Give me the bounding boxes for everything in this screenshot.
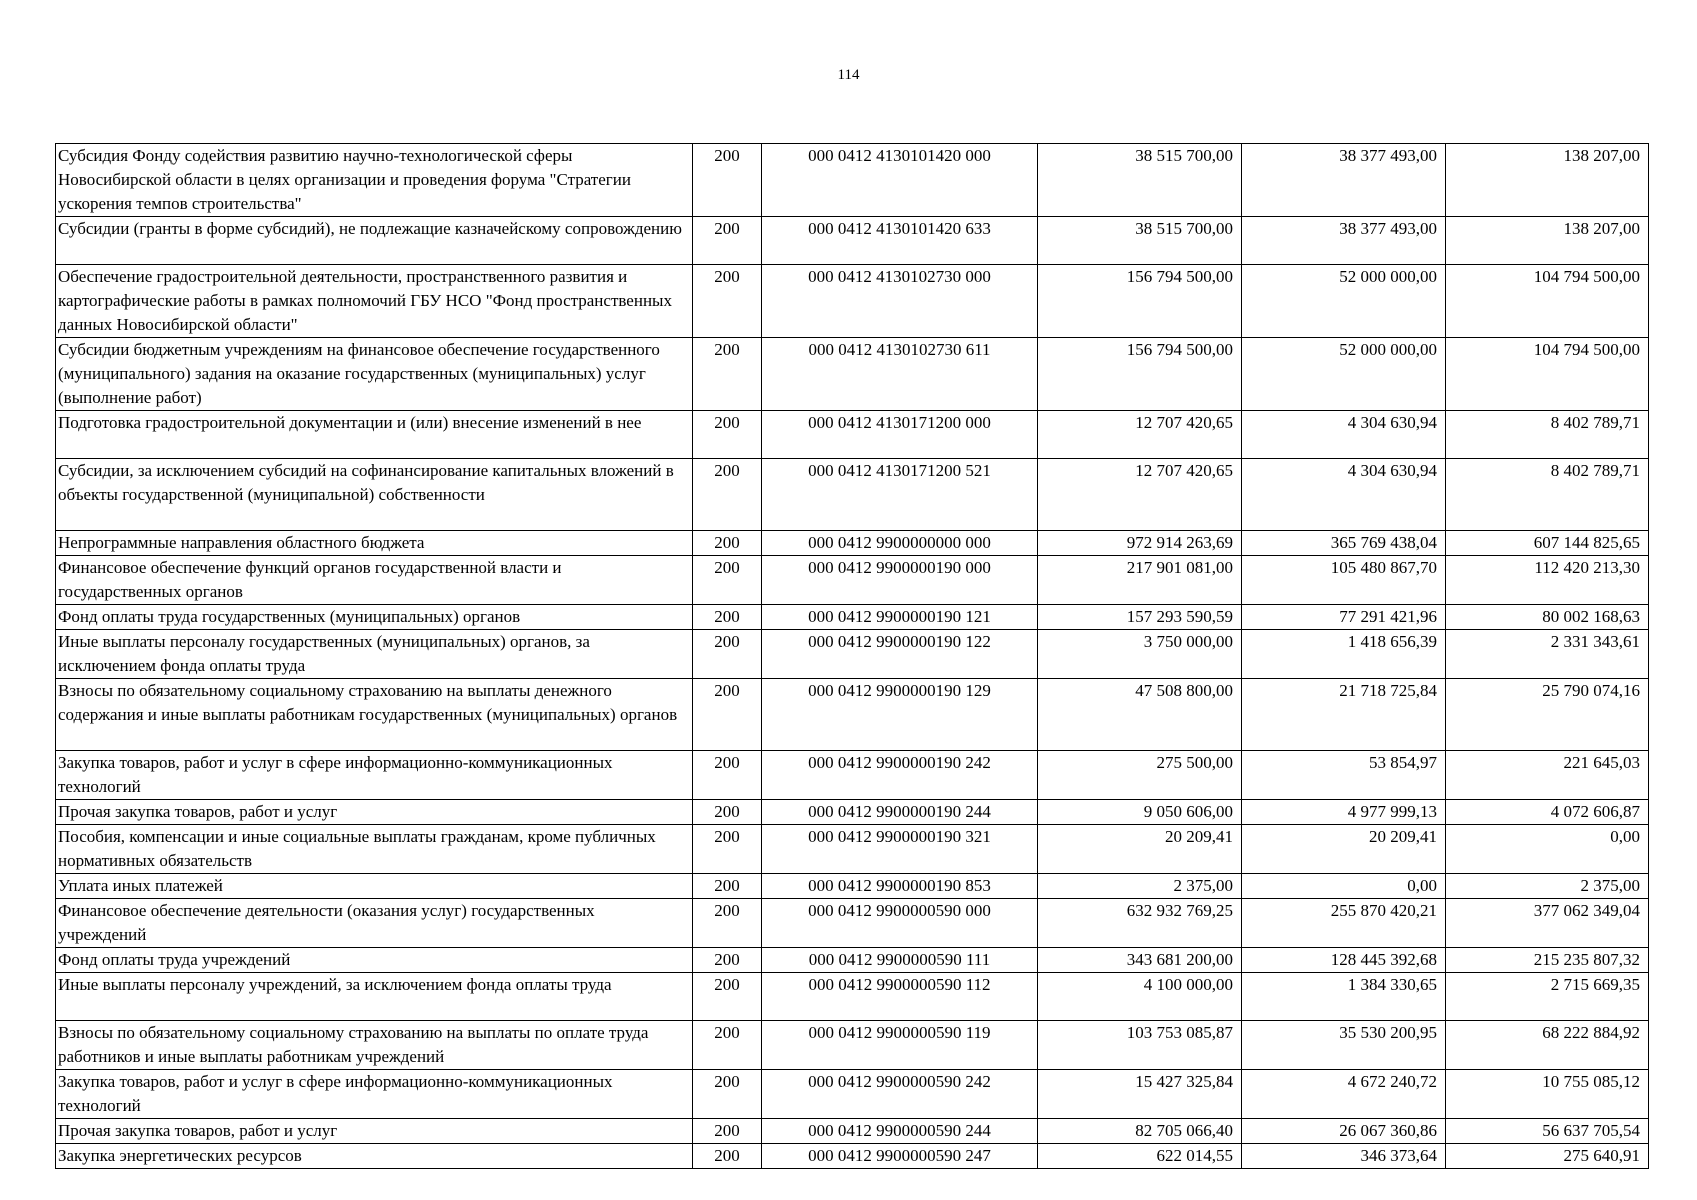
row-classification: 000 0412 9900000000 000	[762, 531, 1038, 556]
row-name: Уплата иных платежей	[56, 874, 693, 899]
table-row	[56, 605, 1649, 630]
row-unexecuted: 2 715 669,35	[1446, 973, 1649, 1021]
table-row	[56, 411, 1649, 459]
table-row	[56, 973, 1649, 1021]
row-executed: 38 377 493,00	[1242, 217, 1446, 265]
row-code: 200	[693, 679, 762, 751]
row-unexecuted: 377 062 349,04	[1446, 899, 1649, 948]
row-code: 200	[693, 1021, 762, 1070]
row-classification: 000 0412 9900000190 000	[762, 556, 1038, 605]
row-approved: 156 794 500,00	[1038, 265, 1242, 338]
row-unexecuted: 8 402 789,71	[1446, 459, 1649, 531]
row-approved: 47 508 800,00	[1038, 679, 1242, 751]
table-row	[56, 948, 1649, 973]
row-classification: 000 0412 4130171200 000	[762, 411, 1038, 459]
row-classification: 000 0412 9900000590 247	[762, 1144, 1038, 1169]
row-executed: 35 530 200,95	[1242, 1021, 1446, 1070]
table-row	[56, 899, 1649, 948]
row-unexecuted: 215 235 807,32	[1446, 948, 1649, 973]
row-name: Субсидии (гранты в форме субсидий), не подлежащие казначейскому сопровождению	[56, 217, 693, 265]
row-name: Подготовка градостроительной документации и (или) внесение изменений в нее	[56, 411, 693, 459]
row-approved: 2 375,00	[1038, 874, 1242, 899]
row-approved: 632 932 769,25	[1038, 899, 1242, 948]
row-approved: 12 707 420,65	[1038, 411, 1242, 459]
table-row	[56, 265, 1649, 338]
row-code: 200	[693, 1144, 762, 1169]
row-unexecuted: 138 207,00	[1446, 144, 1649, 217]
row-name: Взносы по обязательному социальному страхованию на выплаты денежного содержания и иные выплаты работникам государственных (муниципальных) органов	[56, 679, 693, 751]
table-body	[56, 144, 1649, 1169]
row-name: Фонд оплаты труда государственных (муниципальных) органов	[56, 605, 693, 630]
row-executed: 4 304 630,94	[1242, 459, 1446, 531]
row-name: Субсидии бюджетным учреждениям на финансовое обеспечение государственного (муниципального) задания на оказание государственных (муниципальных) услуг (выполнение работ)	[56, 338, 693, 411]
row-unexecuted: 25 790 074,16	[1446, 679, 1649, 751]
row-unexecuted: 112 420 213,30	[1446, 556, 1649, 605]
row-approved: 12 707 420,65	[1038, 459, 1242, 531]
row-executed: 105 480 867,70	[1242, 556, 1446, 605]
row-executed: 1 418 656,39	[1242, 630, 1446, 679]
row-executed: 4 304 630,94	[1242, 411, 1446, 459]
row-classification: 000 0412 9900000590 000	[762, 899, 1038, 948]
row-name: Прочая закупка товаров, работ и услуг	[56, 1119, 693, 1144]
row-name: Иные выплаты персоналу учреждений, за исключением фонда оплаты труда	[56, 973, 693, 1021]
row-approved: 3 750 000,00	[1038, 630, 1242, 679]
row-classification: 000 0412 9900000590 244	[762, 1119, 1038, 1144]
row-classification: 000 0412 4130171200 521	[762, 459, 1038, 531]
row-code: 200	[693, 217, 762, 265]
row-classification: 000 0412 4130101420 633	[762, 217, 1038, 265]
row-name: Иные выплаты персоналу государственных (муниципальных) органов, за исключением фонда оплаты труда	[56, 630, 693, 679]
row-name: Закупка энергетических ресурсов	[56, 1144, 693, 1169]
table-row	[56, 531, 1649, 556]
row-unexecuted: 10 755 085,12	[1446, 1070, 1649, 1119]
row-code: 200	[693, 874, 762, 899]
row-classification: 000 0412 9900000190 242	[762, 751, 1038, 800]
table-row	[56, 1119, 1649, 1144]
row-approved: 275 500,00	[1038, 751, 1242, 800]
row-unexecuted: 56 637 705,54	[1446, 1119, 1649, 1144]
row-unexecuted: 4 072 606,87	[1446, 800, 1649, 825]
row-name: Пособия, компенсации и иные социальные выплаты гражданам, кроме публичных нормативных обязательств	[56, 825, 693, 874]
row-executed: 52 000 000,00	[1242, 338, 1446, 411]
row-code: 200	[693, 899, 762, 948]
row-code: 200	[693, 265, 762, 338]
row-name: Субсидия Фонду содействия развитию научно-технологической сферы Новосибирской области в целях организации и проведения форума "Стратегии ускорения темпов строительства"	[56, 144, 693, 217]
row-classification: 000 0412 9900000590 242	[762, 1070, 1038, 1119]
row-unexecuted: 80 002 168,63	[1446, 605, 1649, 630]
table-row	[56, 144, 1649, 217]
row-executed: 365 769 438,04	[1242, 531, 1446, 556]
row-classification: 000 0412 9900000190 121	[762, 605, 1038, 630]
row-code: 200	[693, 1119, 762, 1144]
row-name: Финансовое обеспечение деятельности (оказания услуг) государственных учреждений	[56, 899, 693, 948]
row-unexecuted: 2 375,00	[1446, 874, 1649, 899]
table-row	[56, 1070, 1649, 1119]
row-name: Обеспечение градостроительной деятельности, пространственного развития и картографические работы в рамках полномочий ГБУ НСО "Фонд пространственных данных Новосибирской области"	[56, 265, 693, 338]
row-approved: 103 753 085,87	[1038, 1021, 1242, 1070]
row-name: Финансовое обеспечение функций органов государственной власти и государственных органов	[56, 556, 693, 605]
row-classification: 000 0412 9900000590 111	[762, 948, 1038, 973]
row-unexecuted: 2 331 343,61	[1446, 630, 1649, 679]
row-code: 200	[693, 948, 762, 973]
row-name: Закупка товаров, работ и услуг в сфере информационно-коммуникационных технологий	[56, 751, 693, 800]
row-unexecuted: 68 222 884,92	[1446, 1021, 1649, 1070]
row-classification: 000 0412 4130101420 000	[762, 144, 1038, 217]
row-code: 200	[693, 751, 762, 800]
row-approved: 4 100 000,00	[1038, 973, 1242, 1021]
row-executed: 1 384 330,65	[1242, 973, 1446, 1021]
row-classification: 000 0412 9900000590 119	[762, 1021, 1038, 1070]
row-executed: 52 000 000,00	[1242, 265, 1446, 338]
table-row	[56, 800, 1649, 825]
row-code: 200	[693, 973, 762, 1021]
table-row	[56, 338, 1649, 411]
row-approved: 217 901 081,00	[1038, 556, 1242, 605]
table-row	[56, 825, 1649, 874]
row-approved: 156 794 500,00	[1038, 338, 1242, 411]
row-name: Непрограммные направления областного бюджета	[56, 531, 693, 556]
row-unexecuted: 104 794 500,00	[1446, 338, 1649, 411]
row-classification: 000 0412 9900000190 853	[762, 874, 1038, 899]
row-executed: 21 718 725,84	[1242, 679, 1446, 751]
row-classification: 000 0412 4130102730 000	[762, 265, 1038, 338]
row-executed: 38 377 493,00	[1242, 144, 1446, 217]
row-unexecuted: 138 207,00	[1446, 217, 1649, 265]
row-classification: 000 0412 4130102730 611	[762, 338, 1038, 411]
table-row	[56, 556, 1649, 605]
row-unexecuted: 607 144 825,65	[1446, 531, 1649, 556]
row-unexecuted: 0,00	[1446, 825, 1649, 874]
row-name: Взносы по обязательному социальному страхованию на выплаты по оплате труда работников и иные выплаты работникам учреждений	[56, 1021, 693, 1070]
row-executed: 26 067 360,86	[1242, 1119, 1446, 1144]
row-classification: 000 0412 9900000190 129	[762, 679, 1038, 751]
row-approved: 157 293 590,59	[1038, 605, 1242, 630]
row-code: 200	[693, 144, 762, 217]
row-executed: 4 977 999,13	[1242, 800, 1446, 825]
page-number: 114	[837, 67, 860, 83]
row-unexecuted: 221 645,03	[1446, 751, 1649, 800]
row-code: 200	[693, 800, 762, 825]
row-name: Закупка товаров, работ и услуг в сфере информационно-коммуникационных технологий	[56, 1070, 693, 1119]
row-approved: 38 515 700,00	[1038, 217, 1242, 265]
table-row	[56, 874, 1649, 899]
row-classification: 000 0412 9900000190 244	[762, 800, 1038, 825]
row-name: Прочая закупка товаров, работ и услуг	[56, 800, 693, 825]
row-classification: 000 0412 9900000590 112	[762, 973, 1038, 1021]
table-row	[56, 217, 1649, 265]
row-approved: 972 914 263,69	[1038, 531, 1242, 556]
row-approved: 20 209,41	[1038, 825, 1242, 874]
table-row	[56, 751, 1649, 800]
row-executed: 346 373,64	[1242, 1144, 1446, 1169]
row-unexecuted: 8 402 789,71	[1446, 411, 1649, 459]
row-executed: 53 854,97	[1242, 751, 1446, 800]
row-code: 200	[693, 630, 762, 679]
row-name: Субсидии, за исключением субсидий на софинансирование капитальных вложений в объекты государственной (муниципальной) собственности	[56, 459, 693, 531]
row-executed: 4 672 240,72	[1242, 1070, 1446, 1119]
row-executed: 0,00	[1242, 874, 1446, 899]
row-approved: 622 014,55	[1038, 1144, 1242, 1169]
row-approved: 38 515 700,00	[1038, 144, 1242, 217]
table-row	[56, 679, 1649, 751]
row-code: 200	[693, 338, 762, 411]
table-row	[56, 1144, 1649, 1169]
row-executed: 128 445 392,68	[1242, 948, 1446, 973]
row-code: 200	[693, 531, 762, 556]
table-row	[56, 459, 1649, 531]
row-executed: 77 291 421,96	[1242, 605, 1446, 630]
row-unexecuted: 275 640,91	[1446, 1144, 1649, 1169]
row-classification: 000 0412 9900000190 321	[762, 825, 1038, 874]
row-approved: 82 705 066,40	[1038, 1119, 1242, 1144]
row-approved: 9 050 606,00	[1038, 800, 1242, 825]
row-code: 200	[693, 605, 762, 630]
row-unexecuted: 104 794 500,00	[1446, 265, 1649, 338]
row-approved: 343 681 200,00	[1038, 948, 1242, 973]
table-row	[56, 630, 1649, 679]
row-name: Фонд оплаты труда учреждений	[56, 948, 693, 973]
row-code: 200	[693, 411, 762, 459]
row-code: 200	[693, 825, 762, 874]
row-code: 200	[693, 1070, 762, 1119]
row-code: 200	[693, 459, 762, 531]
row-executed: 20 209,41	[1242, 825, 1446, 874]
row-executed: 255 870 420,21	[1242, 899, 1446, 948]
row-classification: 000 0412 9900000190 122	[762, 630, 1038, 679]
budget-execution-table	[55, 143, 1649, 1169]
row-code: 200	[693, 556, 762, 605]
row-approved: 15 427 325,84	[1038, 1070, 1242, 1119]
table-row	[56, 1021, 1649, 1070]
